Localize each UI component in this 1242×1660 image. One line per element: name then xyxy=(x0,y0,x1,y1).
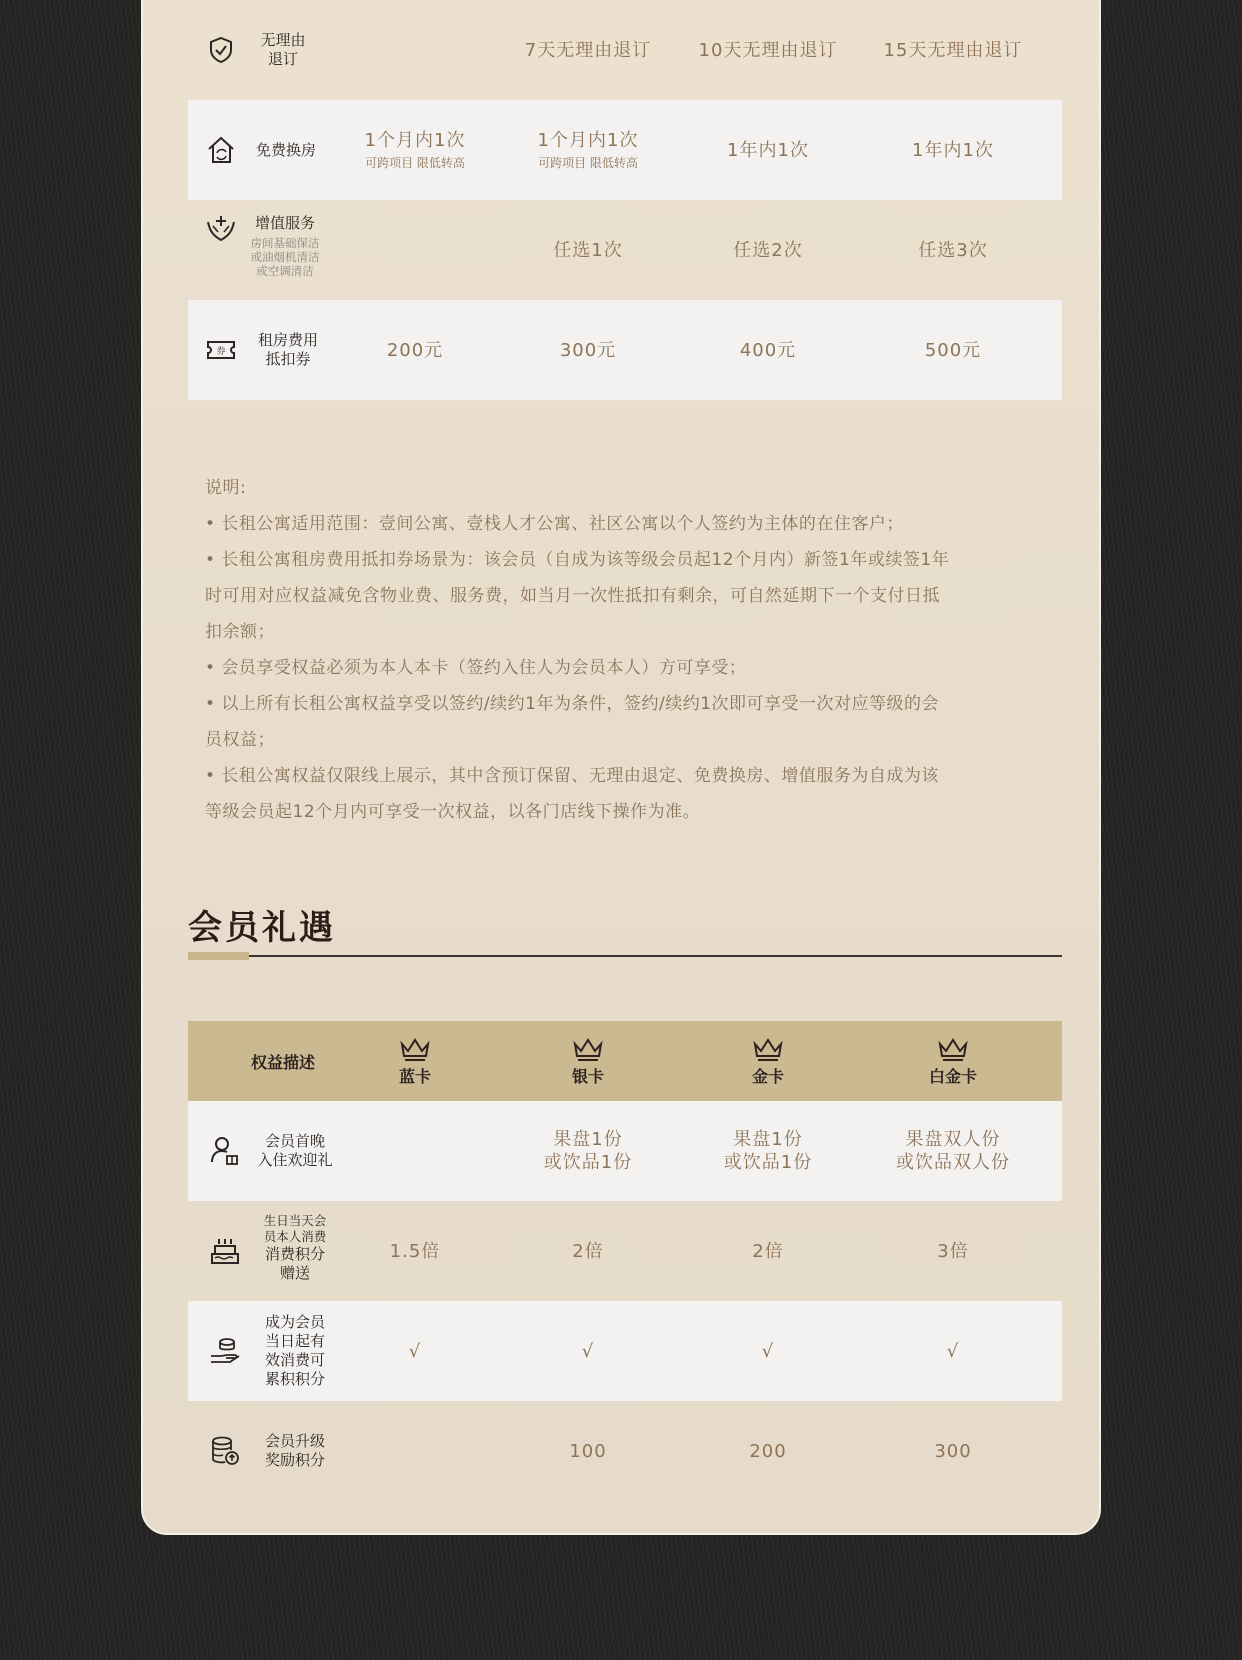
cell-silver: 2倍 xyxy=(572,1240,604,1262)
cell-platinum: 500元 xyxy=(924,339,982,361)
cell-gold: 1年内1次 xyxy=(727,139,809,161)
cell-platinum: 15天无理由退订 xyxy=(883,39,1023,61)
shield-check-icon xyxy=(204,33,238,67)
cell-gold: 果盘1份 或饮品1份 xyxy=(723,1129,813,1173)
header-tier-silver: 银卡 xyxy=(518,1021,658,1101)
cell-silver: 7天无理由退订 xyxy=(524,39,652,61)
notes-title: 说明: xyxy=(205,478,247,498)
coins-hand-icon xyxy=(208,1334,242,1368)
svg-text:券: 券 xyxy=(216,347,226,357)
person-gift-icon xyxy=(208,1134,242,1168)
cell-platinum: 3倍 xyxy=(937,1240,969,1262)
cell-silver: 1个月内1次 可跨项目 限低转高 xyxy=(537,130,639,170)
crown-icon xyxy=(937,1036,969,1062)
header-tier-gold: 金卡 xyxy=(688,1021,848,1101)
check-mark: √ xyxy=(408,1340,422,1362)
gift-row-upgrade xyxy=(188,1401,1062,1501)
check-mark: √ xyxy=(761,1340,775,1362)
crown-icon xyxy=(572,1036,604,1062)
notes-line: • 长租公寓适用范围：壹间公寓、壹栈人才公寓、社区公寓以个人签约为主体的在住客户； xyxy=(205,514,904,534)
cell-blue: 1.5倍 xyxy=(389,1240,441,1262)
cell-gold: 10天无理由退订 xyxy=(698,39,838,61)
row-label: 增值服务 房间基础保洁 或油烟机清洁 或空调清洁 xyxy=(250,214,320,278)
gift-row-welcome xyxy=(188,1101,1062,1201)
cake-icon xyxy=(208,1234,242,1268)
header-tier-platinum: 白金卡 xyxy=(868,1021,1038,1101)
cell-platinum: 任选3次 xyxy=(918,239,988,261)
cell-blue: 1个月内1次 可跨项目 限低转高 xyxy=(364,130,466,170)
table-row-value-added xyxy=(188,200,1062,300)
cell-silver: 果盘1份 或饮品1份 xyxy=(543,1129,633,1173)
table-row-coupon xyxy=(188,300,1062,400)
header-desc: 权益描述 xyxy=(250,1052,315,1072)
section-title: 会员礼遇 xyxy=(188,908,336,948)
crown-icon xyxy=(752,1036,784,1062)
section-accent-bar xyxy=(188,952,249,960)
header-tier-blue: 蓝卡 xyxy=(345,1021,485,1101)
check-mark: √ xyxy=(946,1340,960,1362)
coins-up-icon xyxy=(208,1434,242,1468)
cell-silver xyxy=(518,1301,658,1401)
cell-silver: 300元 xyxy=(559,339,617,361)
row-label: 免费换房 xyxy=(255,140,316,159)
hands-care-icon xyxy=(204,212,238,246)
coupon-icon xyxy=(204,333,238,367)
cell-platinum xyxy=(868,1301,1038,1401)
table-row-refund xyxy=(188,0,1062,100)
notes-line: 时可用对应权益减免含物业费、服务费，如当月一次性抵扣有剩余，可自然延期下一个支付日抵 xyxy=(205,586,940,606)
notes-section xyxy=(205,470,1040,830)
crown-icon xyxy=(399,1036,431,1062)
cell-gold: 2倍 xyxy=(752,1240,784,1262)
cell-blue: 200元 xyxy=(386,339,444,361)
row-label: 无理由 退订 xyxy=(260,31,306,68)
cell-gold: 400元 xyxy=(739,339,797,361)
row-label: 会员首晚 入住欢迎礼 xyxy=(257,1132,333,1169)
section-divider xyxy=(188,955,1062,957)
notes-line: • 以上所有长租公寓权益享受以签约/续约1年为条件，签约/续约1次即可享受一次对应等级的会 xyxy=(205,694,940,714)
cell-platinum: 1年内1次 xyxy=(912,139,994,161)
table-row-room-change xyxy=(188,100,1062,200)
cell-platinum: 300 xyxy=(934,1440,972,1462)
notes-line: 扣余额； xyxy=(205,622,275,642)
cell-gold: 任选2次 xyxy=(733,239,803,261)
notes-line: 等级会员起12个月内可享受一次权益，以各门店线下操作为准。 xyxy=(205,802,701,822)
notes-line: • 长租公寓权益仅限线上展示，其中含预订保留、无理由退定、免费换房、增值服务为自成为该 xyxy=(205,766,939,786)
house-swap-icon xyxy=(204,133,238,167)
row-label: 生日当天会 员本人消费 消费积分 赠送 xyxy=(263,1213,327,1282)
row-label: 租房费用 抵扣券 xyxy=(257,331,318,368)
notes-line: • 会员享受权益必须为本人本卡（签约入住人为会员本人）方可享受； xyxy=(205,658,747,678)
cell-blue xyxy=(345,1301,485,1401)
gift-row-points xyxy=(188,1301,1062,1401)
cell-silver: 任选1次 xyxy=(553,239,623,261)
gift-table-header xyxy=(188,1021,1062,1101)
check-mark: √ xyxy=(581,1340,595,1362)
cell-platinum: 果盘双人份 或饮品双人份 xyxy=(896,1129,1010,1173)
row-label: 成为会员 当日起有 效消费可 累积积分 xyxy=(264,1313,325,1388)
gift-row-birthday xyxy=(188,1201,1062,1301)
cell-gold xyxy=(688,1301,848,1401)
cell-silver: 100 xyxy=(569,1440,607,1462)
row-label: 会员升级 奖励积分 xyxy=(264,1432,325,1469)
cell-gold: 200 xyxy=(749,1440,787,1462)
notes-line: 员权益； xyxy=(205,730,275,750)
notes-line: • 长租公寓租房费用抵扣券场景为：该会员（自成为该等级会员起12个月内）新签1年或续签1年 xyxy=(205,550,950,570)
